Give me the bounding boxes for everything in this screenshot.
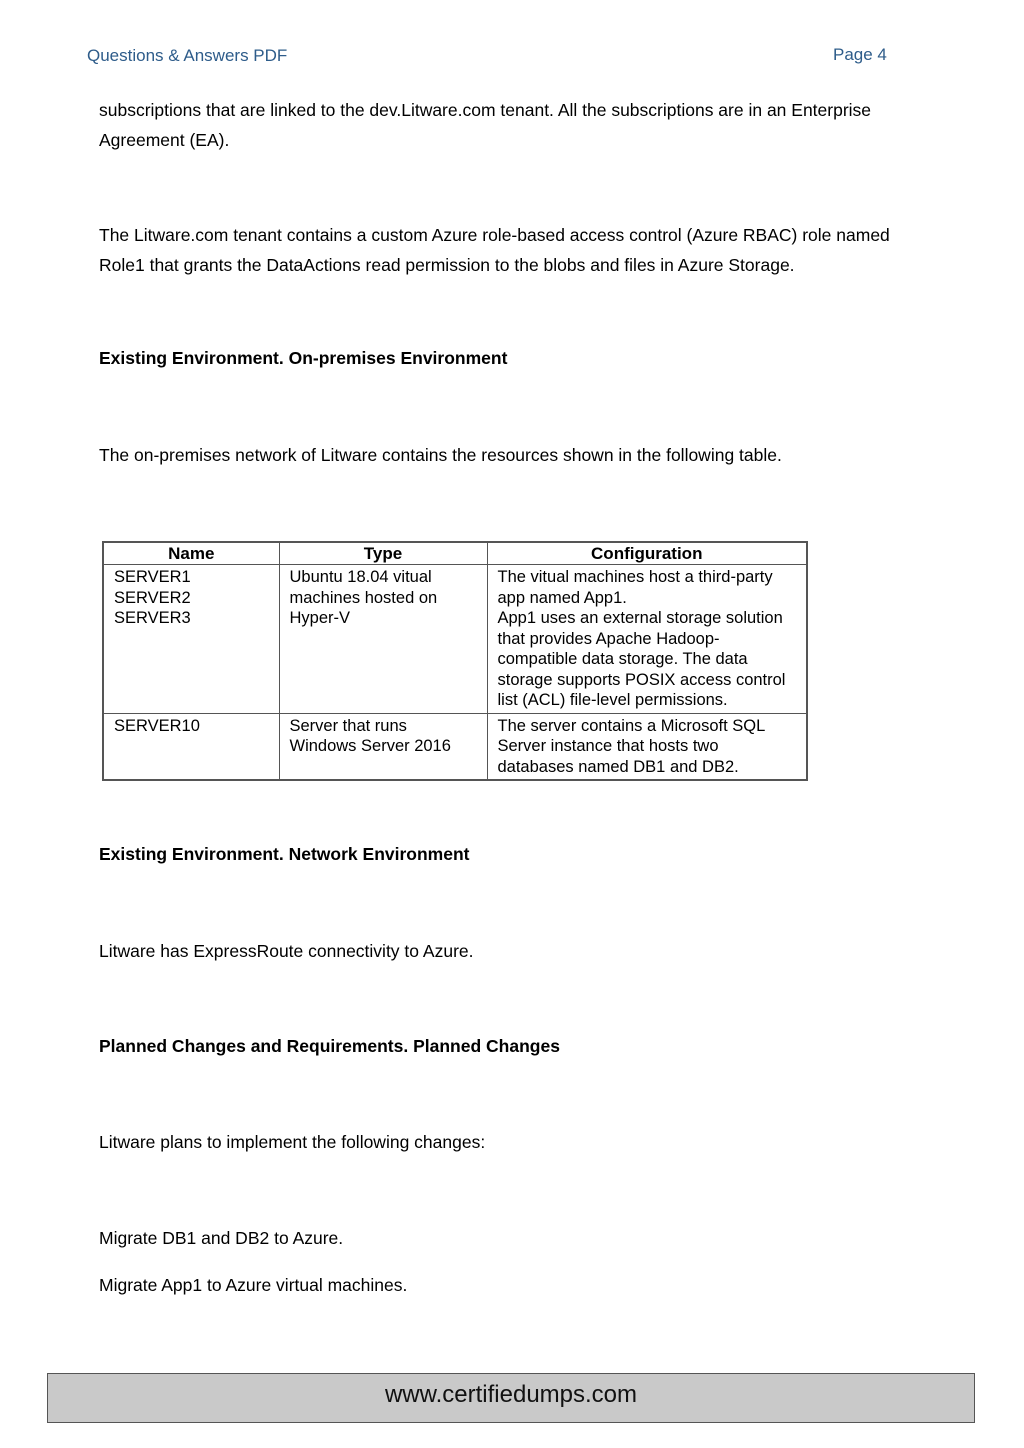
paragraph-migrate-app: Migrate App1 to Azure virtual machines. [99, 1275, 408, 1295]
cell-line: SERVER1 [114, 568, 191, 586]
paragraph-planned-intro: Litware plans to implement the following changes: [99, 1132, 486, 1152]
cell-line: Server instance that hosts two [497, 737, 719, 755]
cell-line: App1 uses an external storage solution [497, 609, 783, 627]
cell-line: list (ACL) file-level permissions. [497, 691, 728, 709]
cell-configuration [487, 713, 807, 780]
cell-line: storage supports POSIX access control [497, 670, 786, 689]
table-row [103, 713, 807, 780]
table-header-row [103, 542, 807, 565]
page-number: Page 4 [833, 45, 887, 64]
resources-table [102, 541, 808, 781]
paragraph-line: Agreement (EA). [99, 130, 230, 150]
column-header-type: Type [279, 542, 487, 565]
footer-url-link[interactable]: www.certifiedumps.com [384, 1381, 638, 1408]
cell-line: Ubuntu 18.04 vitual [289, 568, 432, 586]
cell-line: SERVER2 [114, 588, 191, 607]
footer-banner [47, 1373, 975, 1423]
paragraph-subscriptions [99, 95, 969, 155]
section-heading-planned-changes: Planned Changes and Requirements. Planned Changes [99, 1036, 560, 1056]
cell-line: app named App1. [497, 588, 627, 607]
table-row [103, 565, 807, 714]
cell-line: Hyper-V [289, 609, 351, 627]
cell-line: SERVER3 [114, 609, 191, 627]
cell-line: compatible data storage. The data [497, 650, 748, 668]
paragraph-expressroute: Litware has ExpressRoute connectivity to Azure. [99, 941, 474, 961]
cell-configuration [487, 565, 807, 714]
cell-line: The server contains a Microsoft SQL [497, 716, 766, 735]
cell-line: SERVER10 [114, 716, 200, 735]
cell-name [103, 713, 279, 780]
column-header-name: Name [103, 542, 279, 565]
cell-line: Windows Server 2016 [289, 737, 451, 755]
cell-type [279, 713, 487, 780]
paragraph-onprem-network: The on-premises network of Litware contains the resources shown in the following table. [99, 445, 782, 465]
section-heading-network: Existing Environment. Network Environment [99, 844, 470, 864]
cell-line: Server that runs [289, 716, 407, 735]
paragraph-line: subscriptions that are linked to the dev.Litware.com tenant. All the subscriptions are in an Enterprise [99, 100, 872, 120]
section-heading-onprem: Existing Environment. On-premises Environment [99, 348, 508, 368]
paragraph-rbac-role [99, 220, 969, 280]
cell-line: databases named DB1 and DB2. [497, 757, 739, 776]
paragraph-line: Role1 that grants the DataActions read permission to the blobs and files in Azure Storage. [99, 255, 795, 275]
header-title: Questions & Answers PDF [87, 46, 288, 65]
cell-name [103, 565, 279, 714]
column-header-configuration: Configuration [487, 542, 807, 565]
cell-line: The vitual machines host a third-party [497, 568, 773, 586]
cell-type [279, 565, 487, 714]
cell-line: that provides Apache Hadoop- [497, 629, 720, 648]
paragraph-line: The Litware.com tenant contains a custom Azure role-based access control (Azure RBAC) role named [99, 225, 890, 245]
cell-line: machines hosted on [289, 588, 438, 607]
paragraph-migrate-db: Migrate DB1 and DB2 to Azure. [99, 1228, 344, 1248]
